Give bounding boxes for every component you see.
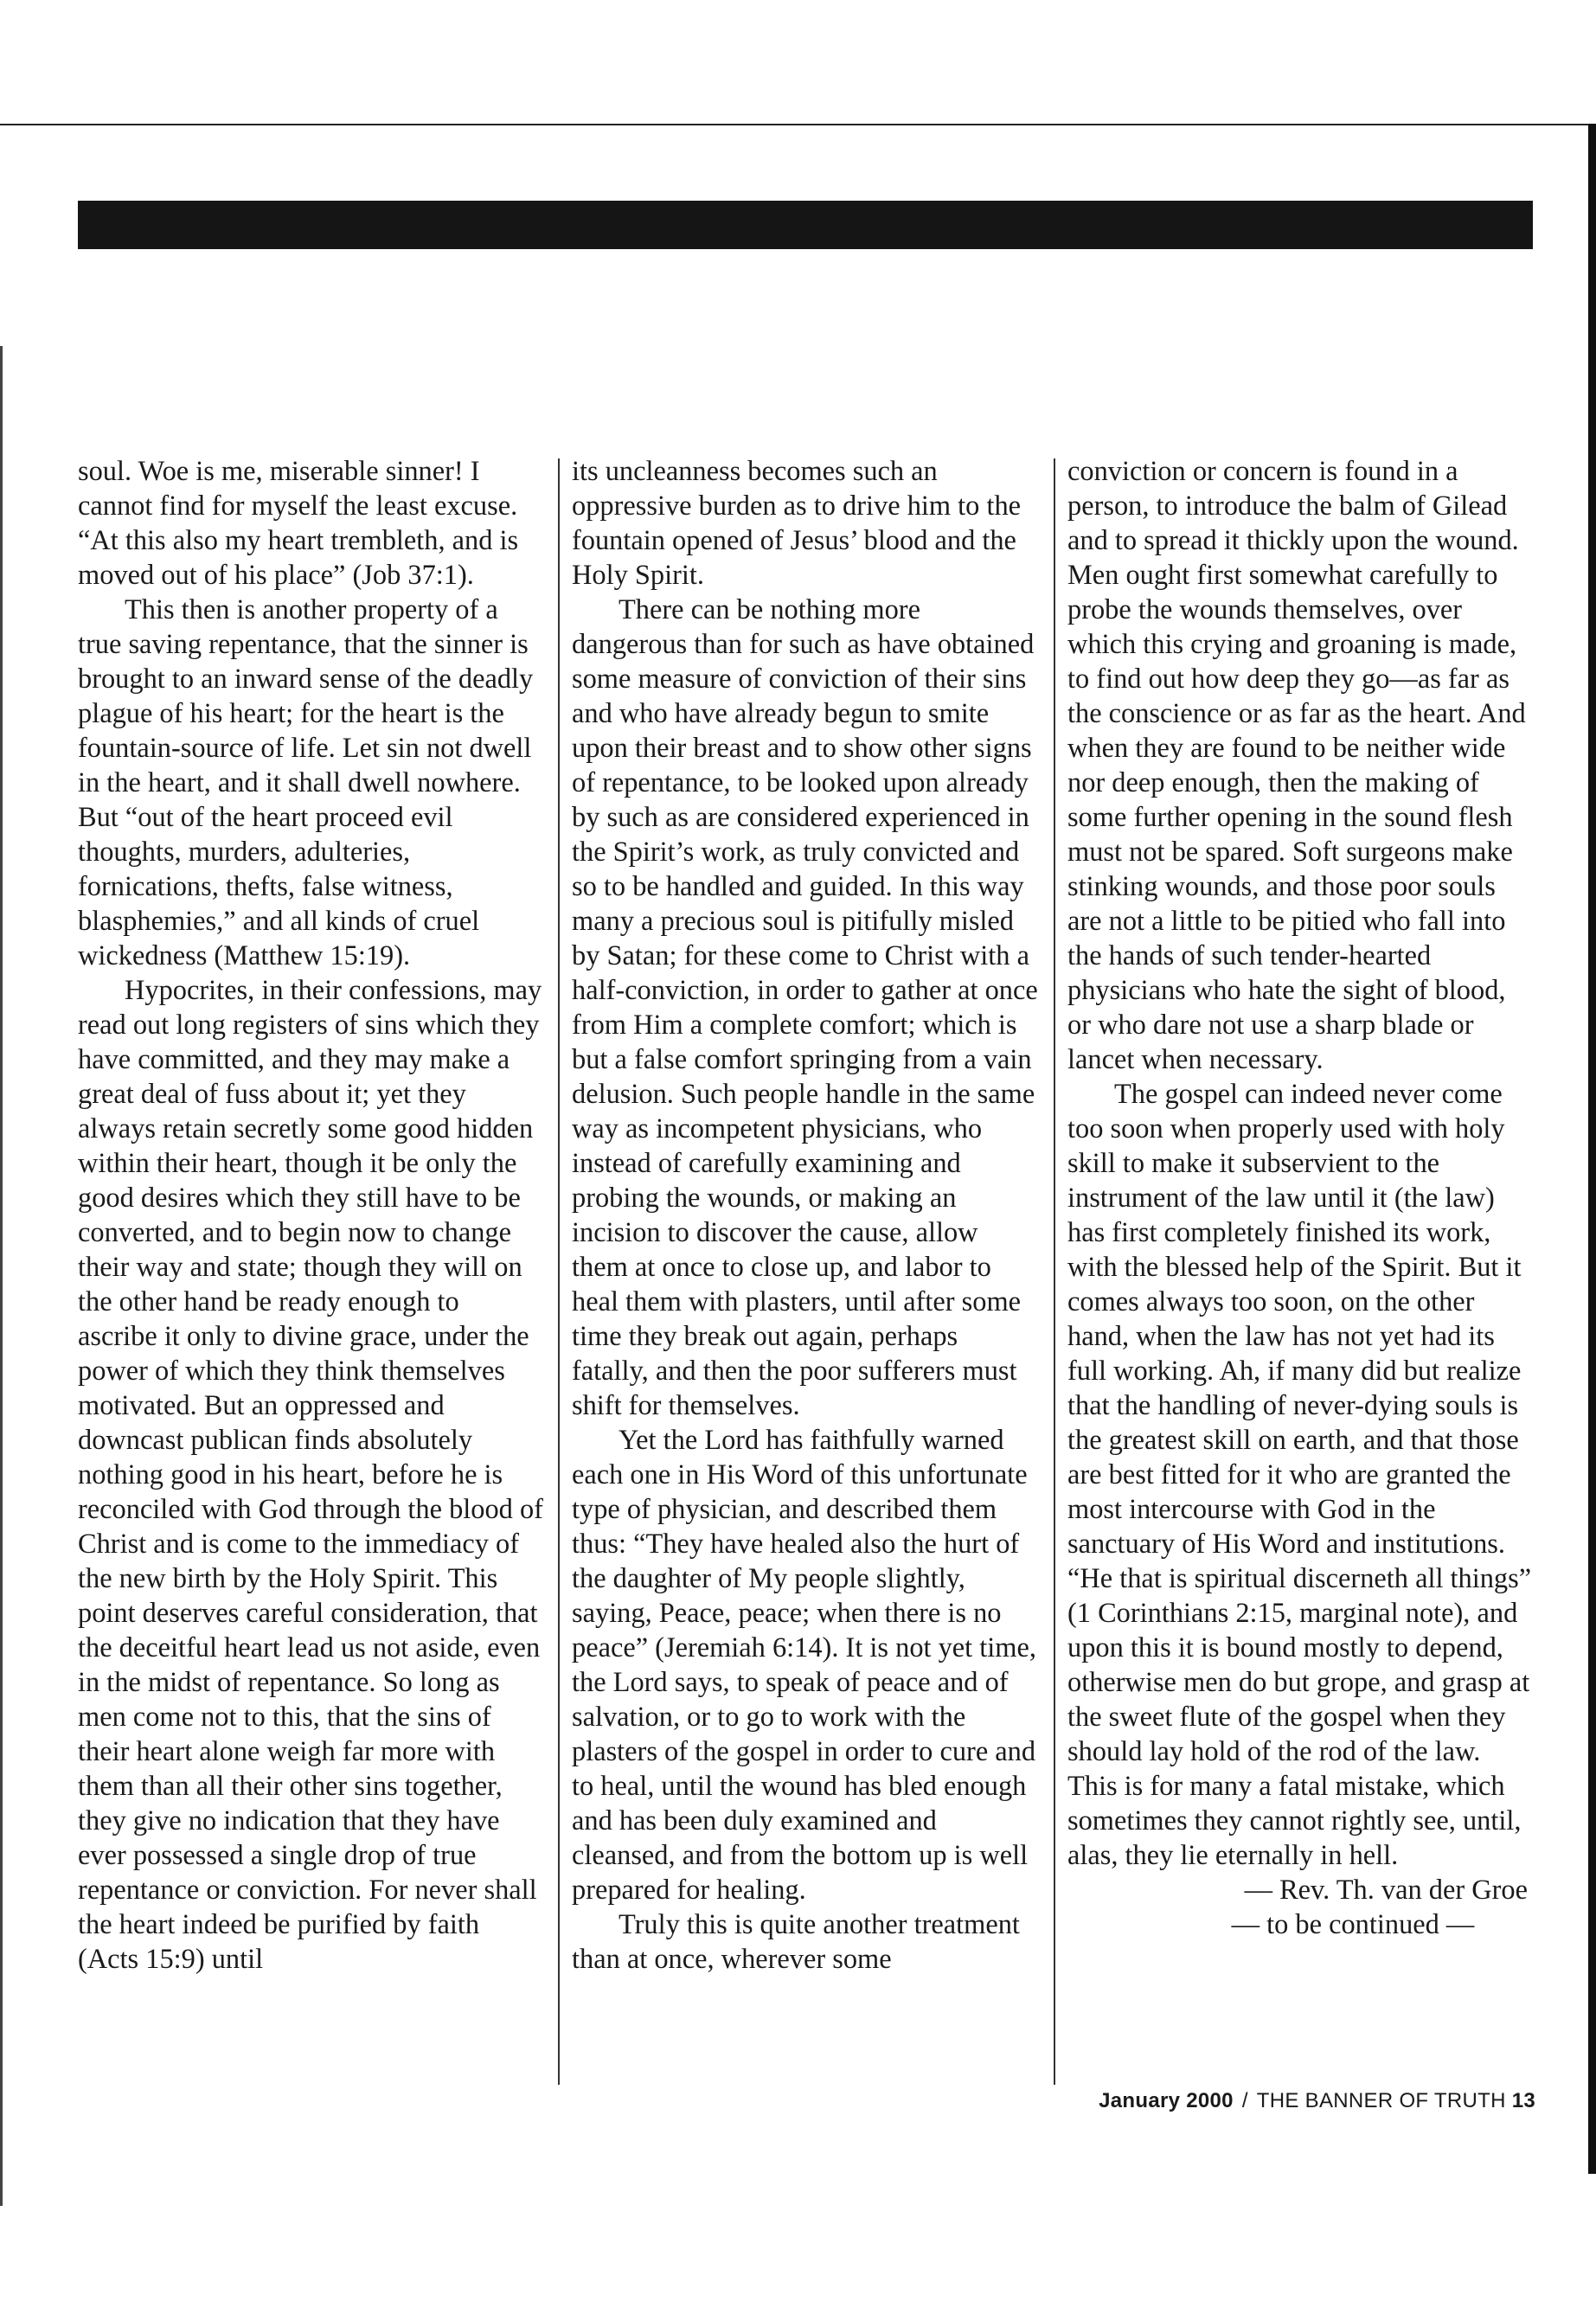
page-footer [952,2089,1535,2113]
column-divider [1054,458,1055,2085]
header-bar [78,201,1533,249]
paragraph: conviction or concern is found in a person, to introduce the balm of Gilead and to spread it thickly upon the wound. Men ought first somewhat carefully to probe the wounds themselves, over which this crying and groaning is made, to find out how deep they go—as far as the conscience or as far as the heart. And when they are found to be neither wide nor deep enough, then the making of some further opening in the sound flesh must not be spared. Soft surgeons make stinking wounds, and those poor souls are not a little to be pitied who fall into the hands of such tender-hearted physicians who hate the sight of blood, or who dare not use a sharp blade or lancet when necessary. [1067,456,1526,1075]
footer-publication: THE BANNER OF TRUTH [1256,2089,1506,2112]
paragraph: The gospel can indeed never come too soon when properly used with holy skill to make it subservient to the instrument of the law until it (the law) has first completely finished its work, with the blessed help of the Spirit. But it comes always too soon, on the other hand, when the law has not yet had its full working. Ah, if many did but realize that the handling of never-dying souls is the greatest skill on earth, and that those are best fitted for it who are granted the most intercourse with God in the sanctuary of His Word and institutions. “He that is spiritual discerneth all things” (1 Corinthians 2:15, marginal note), and upon this it is bound mostly to depend, otherwise men do but grope, and grasp at the sweet flute of the gospel when they should lay hold of the rod of the law. This is for many a fatal mistake, which sometimes they cannot rightly see, until, alas, they lie eternally in hell. [1067,1079,1532,1871]
author-signature: — Rev. Th. van der Groe [1244,1875,1528,1906]
column-divider [558,458,560,2085]
paragraph: its uncleanness becomes such an oppressive burden as to drive him to the fountain opened of Jesus’ blood and the Holy Spirit. [572,456,1022,591]
paragraph: Truly this is quite another treatment than at once, wherever some [572,1909,1020,1975]
page-number: 13 [1511,2089,1535,2112]
paragraph: This then is another property of a true saving repentance, that the sinner is brought to an inward sense of the deadly plague of his heart; for the heart is the fountain-source of life. Let sin not dwell in the heart, and it shall dwell nowhere. But “out of the heart proceed evil thoughts, murders, adulteries, fornications, thefts, false witness, blasphemies,” and all kinds of cruel wickedness (Matthew 15:19). [78,594,534,971]
top-rule [0,124,1596,125]
footer-separator: / [1241,2089,1248,2112]
page-edge-left [0,346,3,2206]
continued-note: — to be continued — [1231,1909,1475,1940]
paragraph: Yet the Lord has faithfully warned each one in His Word of this unfortunate type of physician, and described them thus: “They have healed also the hurt of the daughter of My people slightly, saying, Peace, peace; when there is no peace” (Jeremiah 6:14). It is not yet time, the Lord says, to speak of peace and of salvation, or to go to work with the plasters of the gospel in order to cure and to heal, until the wound has bled enough and has been duly examined and cleansed, and from the bottom up is well prepared for healing. [572,1425,1036,1906]
paragraph: Hypocrites, in their confessions, may read out long registers of sins which they have committed, and they may make a great deal of fuss about it; yet they always retain secretly some good hidden within their heart, though it be only the good desires which they still have to be converted, and to begin now to change their way and state; though they will on the other hand be ready enough to ascribe it only to divine grace, under the power of which they think themselves motivated. But an oppressed and downcast publican finds absolutely nothing good in his heart, before he is reconciled with God through the blood of Christ and is come to the immediacy of the new birth by the Holy Spirit. This point deserves careful consideration, that the deceitful heart lead us not aside, even in the midst of repentance. So long as men come not to this, that the sins of their heart alone weigh far more with them than all their other sins together, they give no indication that they have ever possessed a single drop of true repentance or conviction. For never shall the heart indeed be purified by faith (Acts 15:9) until [78,975,543,1975]
text-column-1 [78,454,545,1977]
paragraph: soul. Woe is me, miserable sinner! I cannot find for myself the least excuse. “At this also my heart trembleth, and is moved out of his place” (Job 37:1). [78,456,519,591]
text-column-2 [572,454,1039,1977]
page-edge-right [1588,124,1596,2174]
text-column-3 [1067,454,1535,1942]
footer-date: January 2000 [1099,2089,1234,2112]
paragraph: There can be nothing more dangerous than for such as have obtained some measure of conviction of their sins and who have already begun to smite upon their breast and to show other signs of repentance, to be looked upon already by such as are considered experienced in the Spirit’s work, as truly convicted and so to be handled and guided. In this way many a precious soul is pitifully misled by Satan; for these come to Christ with a half-conviction, in order to gather at once from Him a complete comfort; which is but a false comfort springing from a vain delusion. Such people handle in the same way as incompetent physicians, who instead of carefully examining and probing the wounds, or making an incision to discover the cause, allow them at once to close up, and labor to heal them with plasters, until after some time they break out again, perhaps fatally, and then the poor sufferers must shift for themselves. [572,594,1038,1421]
